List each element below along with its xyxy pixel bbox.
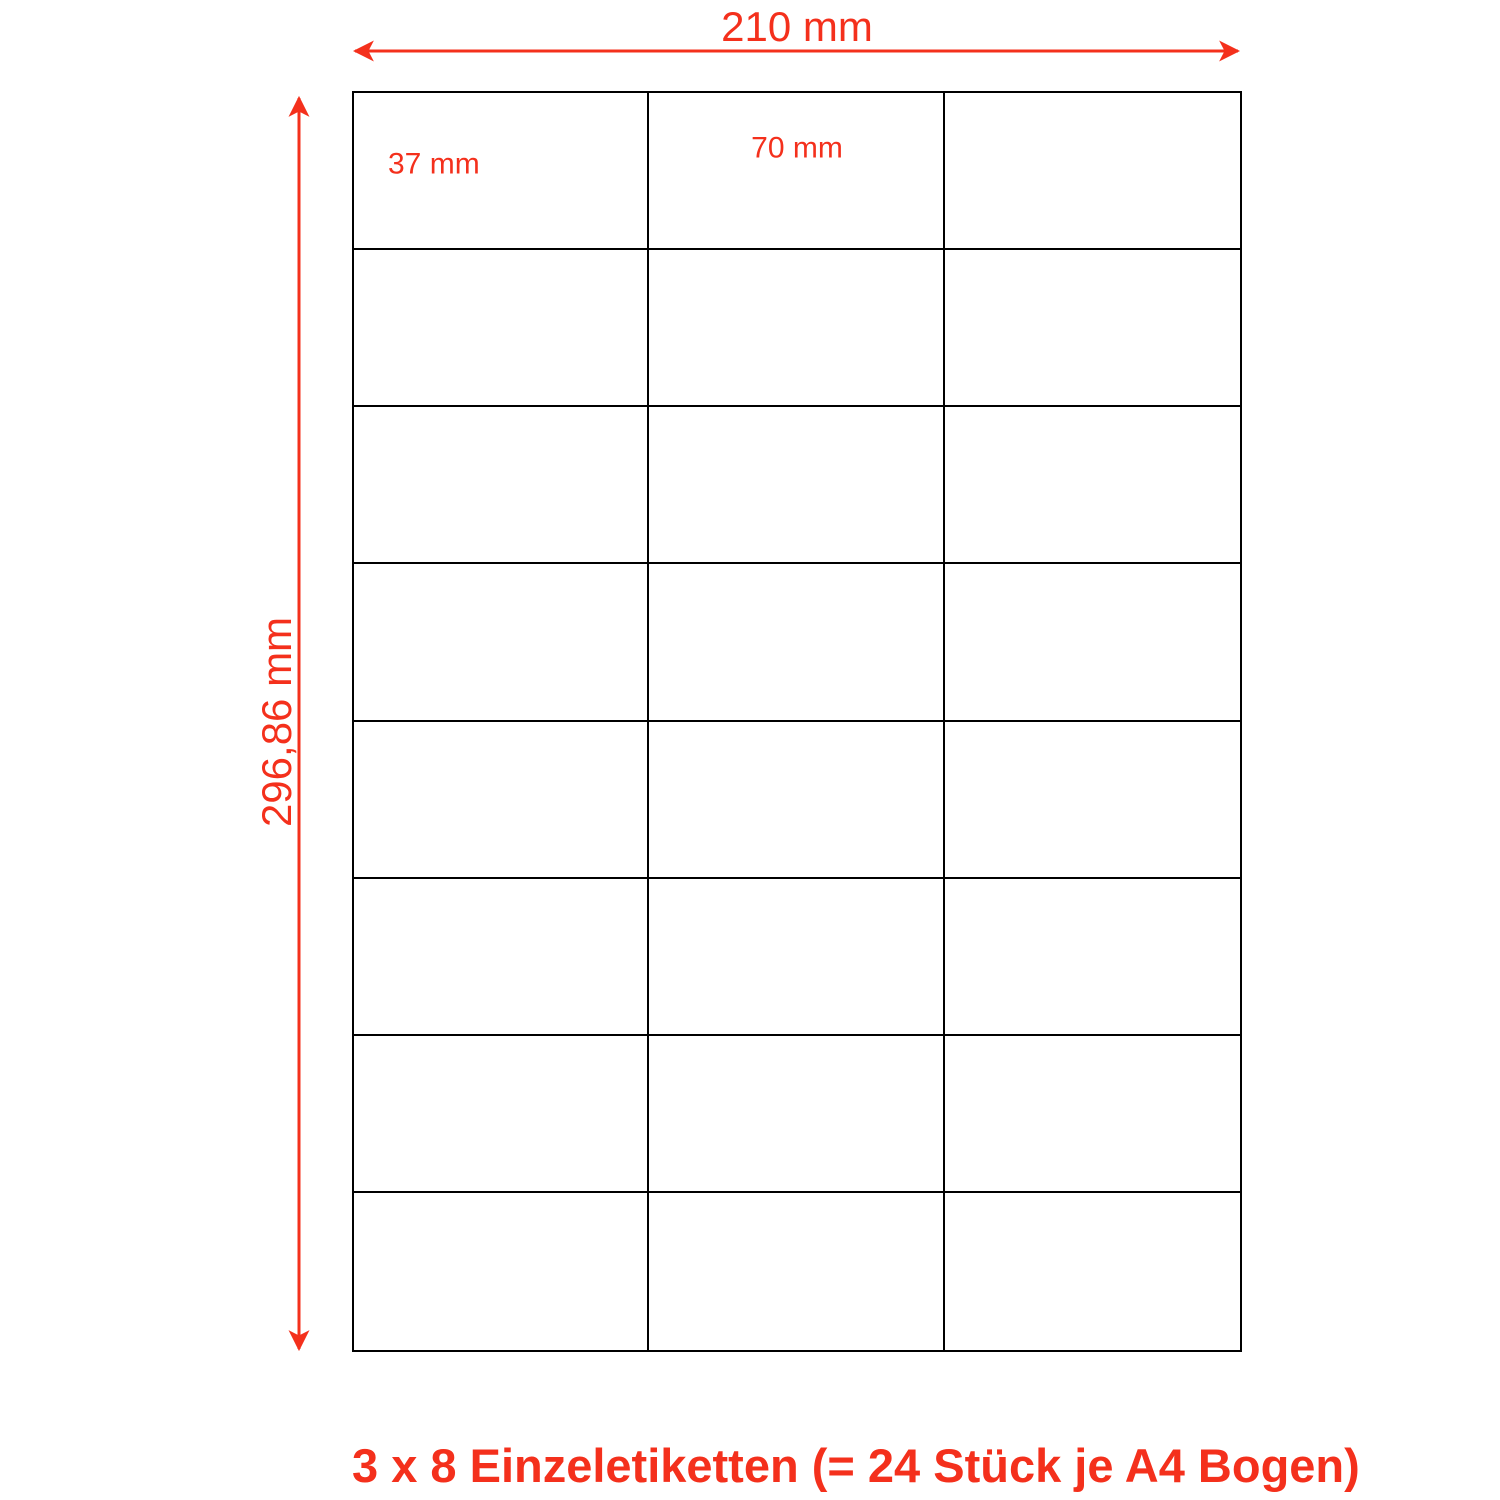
label-cell — [354, 1036, 649, 1193]
label-cell — [945, 564, 1240, 721]
label-cell — [945, 1036, 1240, 1193]
label-cell — [945, 879, 1240, 1036]
label-cell — [649, 93, 944, 250]
label-cell — [649, 250, 944, 407]
label-cell — [945, 722, 1240, 879]
sheet-height-label: 296,86 mm — [252, 616, 300, 828]
label-cell — [354, 1193, 649, 1350]
label-cell — [649, 722, 944, 879]
caption: 3 x 8 Einzeletiketten (= 24 Stück je A4 Bogen) — [352, 1439, 1360, 1492]
label-cell — [354, 564, 649, 721]
label-cell — [354, 722, 649, 879]
a4-sheet — [352, 91, 1242, 1352]
label-cell — [649, 407, 944, 564]
label-cell — [354, 407, 649, 564]
label-cell — [649, 1036, 944, 1193]
label-width-label: 70 mm — [751, 131, 843, 165]
label-cell — [649, 564, 944, 721]
label-cell — [649, 1193, 944, 1350]
label-cell — [354, 879, 649, 1036]
label-cell — [945, 407, 1240, 564]
label-cell — [945, 250, 1240, 407]
label-cell — [649, 879, 944, 1036]
label-cell — [945, 1193, 1240, 1350]
label-cell — [945, 93, 1240, 250]
label-cell — [354, 250, 649, 407]
label-height-label: 37 mm — [388, 147, 480, 181]
sheet-width-label: 210 mm — [721, 3, 873, 50]
